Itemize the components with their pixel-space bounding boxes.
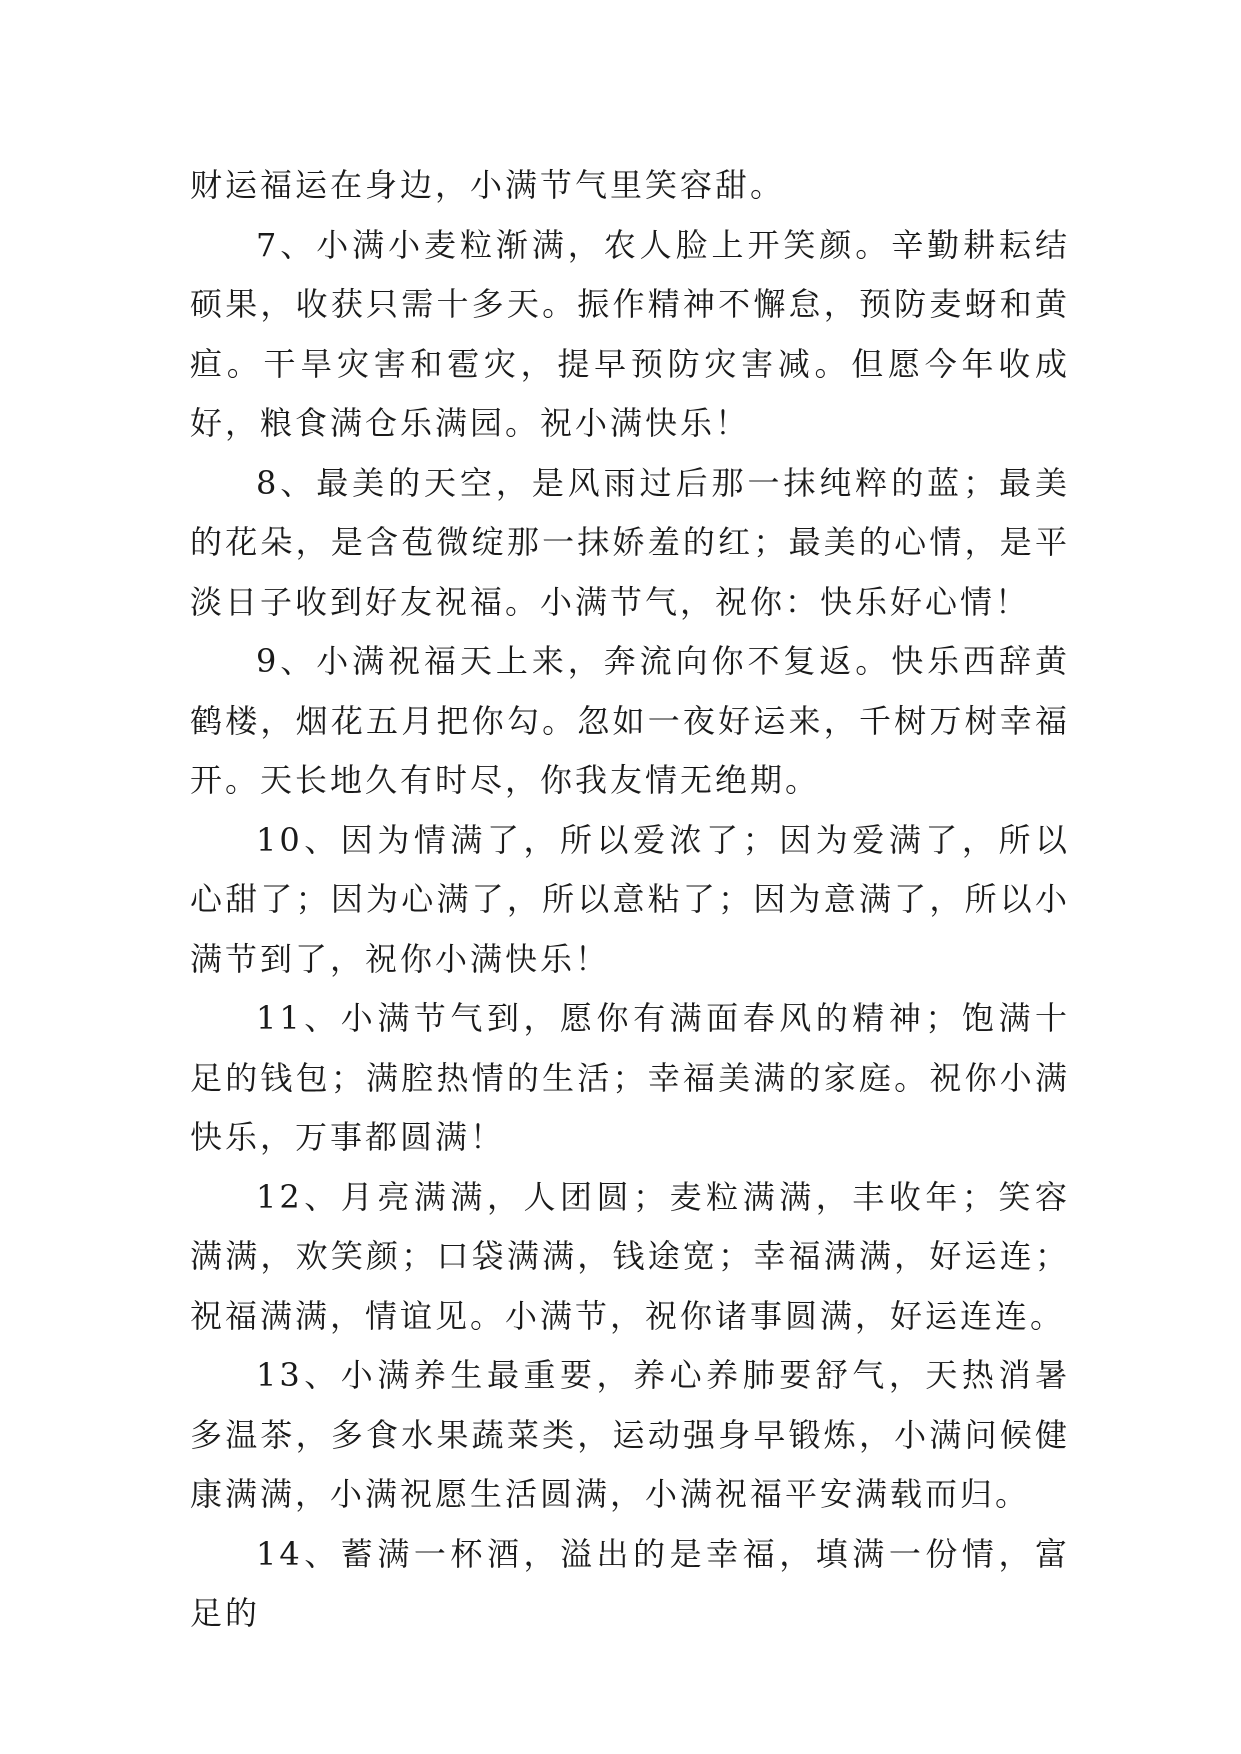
document-body	[190, 156, 1070, 1644]
paragraph-continuation: 财运福运在身边，小满节气里笑容甜。	[190, 166, 786, 204]
paragraph-item-10: 10、因为情满了，所以爱浓了；因为爱满了，所以心甜了；因为心满了，所以意粘了；因为意满了，所以小满节到了，祝你小满快乐！	[190, 820, 1070, 978]
paragraph-item-11: 11、小满节气到，愿你有满面春风的精神；饱满十足的钱包；满腔热情的生活；幸福美满的家庭。祝你小满快乐，万事都圆满！	[190, 999, 1070, 1156]
paragraph-item-12: 12、月亮满满，人团圆；麦粒满满，丰收年；笑容满满，欢笑颜；口袋满满，钱途宽；幸福满满，好运连；祝福满满，情谊见。小满节，祝你诸事圆满，好运连连。	[190, 1177, 1070, 1335]
paragraph-item-14: 14、蓄满一杯酒，溢出的是幸福，填满一份情，富足的	[190, 1534, 1070, 1632]
paragraph-item-7: 7、小满小麦粒渐满，农人脸上开笑颜。辛勤耕耘结硕果，收获只需十多天。振作精神不懈怠，预防麦蚜和黄疸。干旱灾害和雹灾，提早预防灾害减。但愿今年收成好，粮食满仓乐满园。祝小满快乐！	[190, 225, 1070, 442]
paragraph-item-8: 8、最美的天空，是风雨过后那一抹纯粹的蓝；最美的花朵，是含苞微绽那一抹娇羞的红；最美的心情，是平淡日子收到好友祝福。小满节气，祝你：快乐好心情！	[190, 463, 1070, 621]
paragraph-item-13: 13、小满养生最重要，养心养肺要舒气，天热消暑多温茶，多食水果蔬菜类，运动强身早锻炼，小满问候健康满满，小满祝愿生活圆满，小满祝福平安满载而归。	[190, 1356, 1070, 1513]
paragraph-item-9: 9、小满祝福天上来，奔流向你不复返。快乐西辞黄鹤楼，烟花五月把你勾。忽如一夜好运来，千树万树幸福开。天长地久有时尽，你我友情无绝期。	[190, 642, 1070, 799]
